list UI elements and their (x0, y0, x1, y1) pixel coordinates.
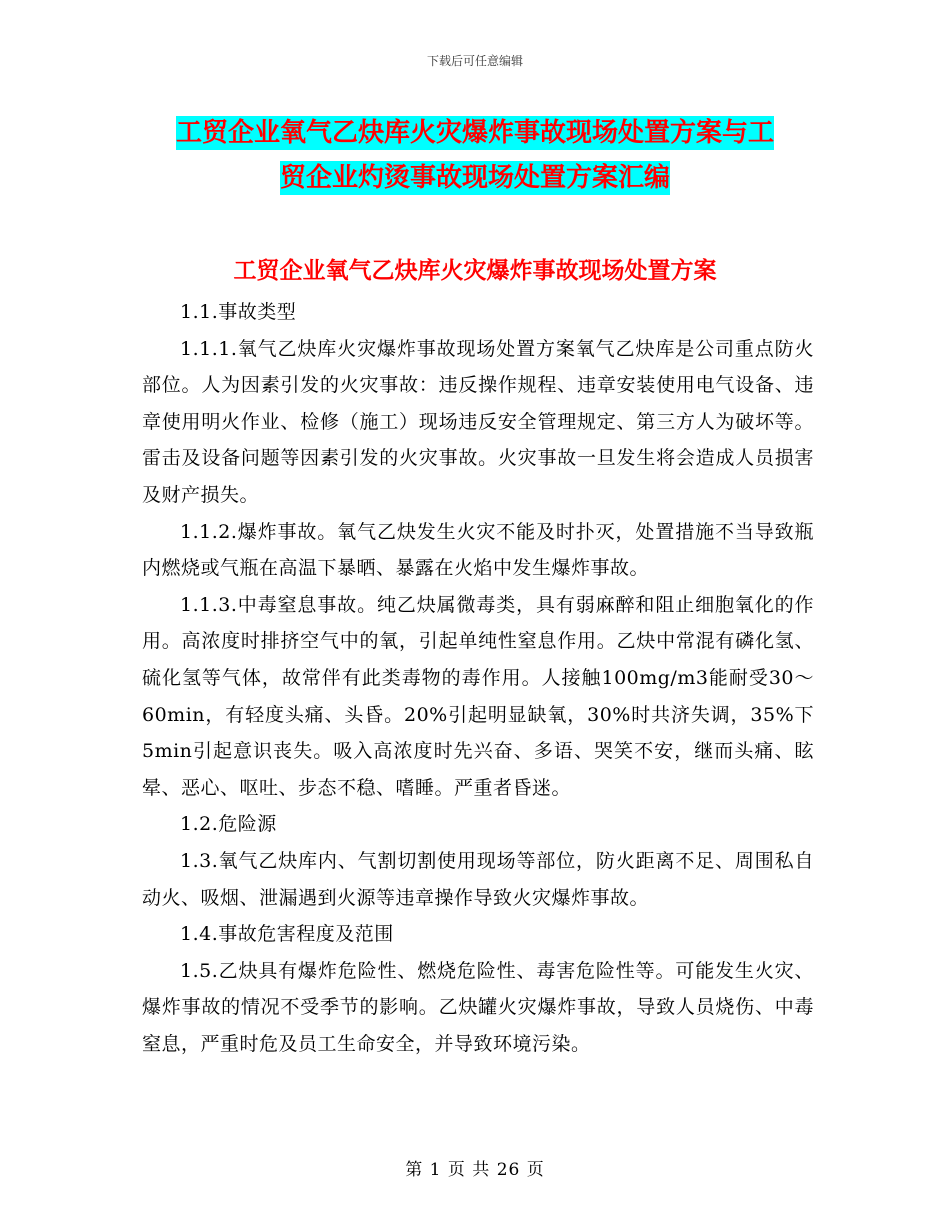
paragraph-explosion-accident: 1.1.2.爆炸事故。氧气乙炔发生火灾不能及时扑灭，处置措施不当导致瓶内燃烧或气瓶在高温下暴晒、暴露在火焰中发生爆炸事故。 (142, 520, 814, 580)
heading-hazard-source: 1.2.危险源 (180, 813, 277, 836)
paragraph-poisoning-accident: 1.1.3.中毒窒息事故。纯乙炔属微毒类，具有弱麻醉和阻止细胞氧化的作用。高浓度时排挤空气中的氧，引起单纯性窒息作用。乙炔中常混有磷化氢、硫化氢等气体，故常伴有此类毒物的毒作用。人接触100mg/m3能耐受30～60min，有轻度头痛、头昏。20%引起明显缺氧，30%时共济失调，35%下5min引起意识丧失。吸入高浓度时先兴奋、多语、哭笑不安，继而头痛、眩晕、恶心、呕吐、步态不稳、嗜睡。严重者昏迷。 (142, 593, 814, 799)
paragraph-hazard-description: 1.5.乙炔具有爆炸危险性、燃烧危险性、毒害危险性等。可能发生火灾、爆炸事故的情况不受季节的影响。乙炔罐火灾爆炸事故，导致人员烧伤、中毒窒息，严重时危及员工生命安全，并导致环境污染。 (142, 959, 814, 1055)
document-title-line-2 (0, 157, 950, 194)
document-body (142, 294, 814, 1062)
paragraph-hazard-locations: 1.3.氧气乙炔库内、气割切割使用现场等部位，防火距离不足、周围私自动火、吸烟、泄漏遇到火源等违章操作导致火灾爆炸事故。 (142, 849, 814, 909)
heading-hazard-scope: 1.4.事故危害程度及范围 (180, 923, 394, 946)
paragraph-fire-accident: 1.1.1.氧气乙炔库火灾爆炸事故现场处置方案氧气乙炔库是公司重点防火部位。人为因素引发的火灾事故：违反操作规程、违章安装使用电气设备、违章使用明火作业、检修（施工）现场违反安全管理规定、第三方人为破坏等。雷击及设备问题等因素引发的火灾事故。火灾事故一旦发生将会造成人员损害及财产损失。 (142, 337, 814, 506)
section-title: 工贸企业氧气乙炔库火灾爆炸事故现场处置方案 (233, 258, 717, 284)
heading-accident-type: 1.1.事故类型 (180, 301, 297, 323)
document-title-line-1-text: 工贸企业氧气乙炔库火灾爆炸事故现场处置方案与工 (175, 118, 774, 148)
document-title-line-2-text: 贸企业灼烫事故现场处置方案汇编 (279, 163, 670, 193)
document-title-line-1 (0, 112, 950, 149)
page-number-footer: 第 1 页 共 26 页 (405, 1160, 545, 1180)
page-header-note: 下载后可任意编辑 (426, 54, 523, 68)
